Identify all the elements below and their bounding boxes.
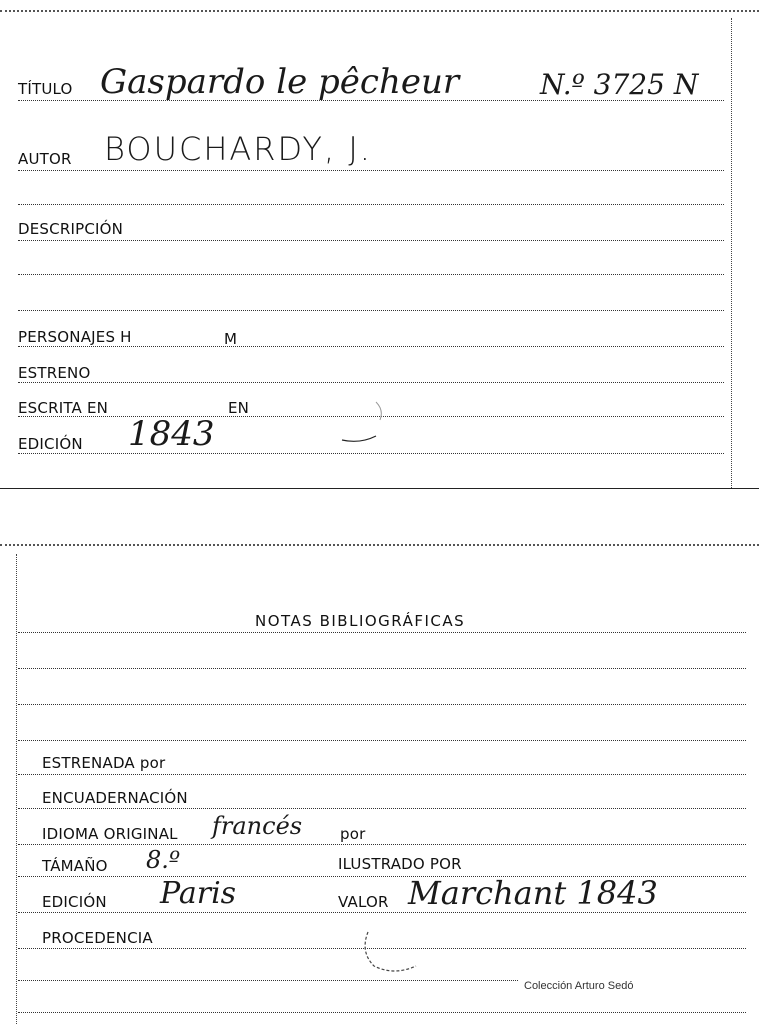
ilustrado-label: ILUSTRADO POR (338, 855, 462, 873)
titulo-label: TÍTULO (18, 80, 73, 98)
card-left-edge-back (16, 554, 17, 1024)
notas-line-3 (18, 704, 746, 705)
notas-heading: NOTAS BIBLIOGRÁFICAS (255, 612, 466, 630)
estreno-line (18, 382, 724, 383)
titulo-value: Gaspardo le pêcheur (100, 62, 460, 102)
card-top-edge-back (0, 544, 759, 550)
descripcion-label: DESCRIPCIÓN (18, 220, 124, 238)
estrenada-line (18, 774, 746, 775)
card-right-edge (731, 18, 732, 488)
edicion-back-label: EDICIÓN (42, 893, 107, 911)
paper-stain-back (358, 926, 428, 976)
estreno-label: ESTRENO (18, 364, 91, 382)
edicion-line (18, 453, 724, 454)
idioma-label: IDIOMA ORIGINAL (42, 825, 178, 843)
estrenada-label: ESTRENADA por (42, 754, 166, 772)
idioma-value: francés (212, 812, 303, 840)
autor-line (18, 170, 724, 171)
descripcion-line-2 (18, 274, 724, 275)
idioma-por-label: por (340, 825, 366, 843)
descripcion-line-1 (18, 240, 724, 241)
blank-line-1 (18, 204, 724, 205)
notas-line-1 (18, 632, 746, 633)
valor-value: Marchant 1843 (408, 874, 658, 912)
notas-line-4 (18, 740, 746, 741)
card-bottom-edge (0, 488, 759, 489)
catalog-card-front (0, 0, 759, 495)
edicion-back-value: Paris (160, 876, 237, 911)
encuadernacion-label: ENCUADERNACIÓN (42, 789, 188, 807)
catalog-number: N.º 3725 N (540, 68, 699, 101)
escrita-en-label: EN (228, 399, 250, 417)
autor-value: BOUCHARDY, J. (104, 130, 372, 168)
procedencia-label: PROCEDENCIA (42, 929, 153, 947)
edicion-label: EDICIÓN (18, 435, 83, 453)
card-top-edge (0, 10, 759, 16)
escrita-label: ESCRITA EN (18, 399, 109, 417)
autor-label: AUTOR (18, 150, 72, 168)
paper-stain (330, 396, 390, 448)
edicion-back-line (18, 912, 746, 913)
notas-line-2 (18, 668, 746, 669)
tamano-value: 8.º (146, 846, 181, 874)
personajes-line (18, 346, 724, 347)
descripcion-line-3 (18, 310, 724, 311)
encuadernacion-line (18, 808, 746, 809)
coleccion-footer: Colección Arturo Sedó (524, 980, 634, 992)
edicion-value: 1843 (128, 414, 215, 454)
bottom-line (18, 1012, 746, 1013)
idioma-line (18, 844, 746, 845)
personajes-label: PERSONAJES H (18, 328, 132, 346)
coleccion-line (18, 980, 518, 981)
catalog-card-back (0, 540, 759, 1028)
titulo-line (18, 100, 724, 101)
valor-label: VALOR (338, 893, 389, 911)
tamano-label: TÁMAÑO (42, 857, 108, 875)
personajes-m-label: M (224, 330, 238, 348)
